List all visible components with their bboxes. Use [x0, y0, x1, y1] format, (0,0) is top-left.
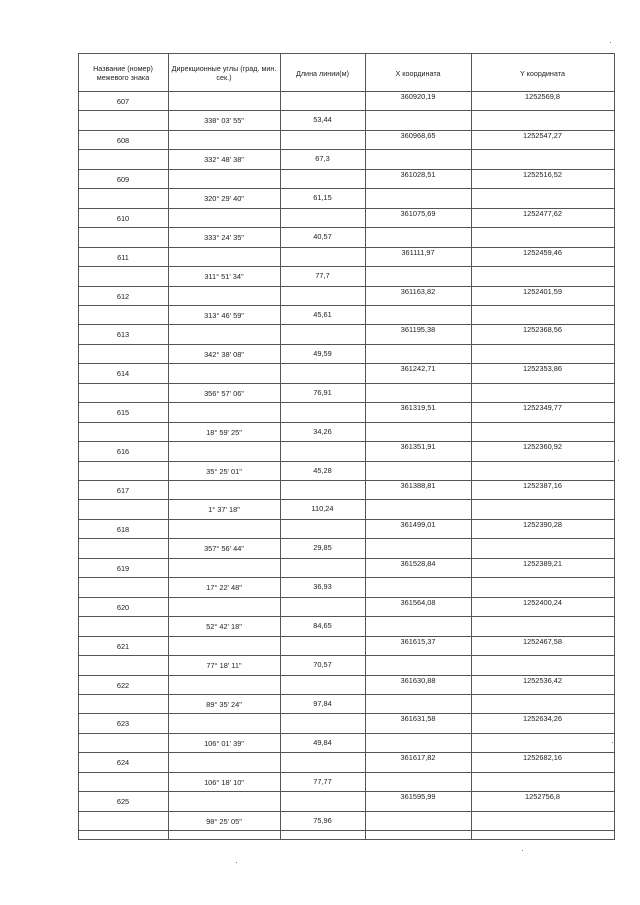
point-name: 609 [116, 174, 130, 184]
y-coordinate: 1252349,77 [522, 403, 563, 413]
x-coordinate: 361388,81 [400, 481, 436, 490]
table-row-line [78, 811, 614, 812]
table-row-line [78, 110, 614, 111]
point-name: 613 [116, 330, 130, 340]
scan-speck [522, 850, 523, 851]
point-name: 618 [116, 524, 130, 534]
y-coordinate: 1252368,56 [522, 325, 563, 335]
line-length: 53,44 [313, 115, 332, 125]
x-coordinate: 361075,69 [400, 208, 436, 218]
point-name: 607 [116, 97, 130, 106]
table-bottom-border [78, 839, 614, 840]
point-name: 620 [116, 602, 130, 612]
table-grid-line [280, 53, 281, 840]
point-name: 614 [116, 369, 130, 379]
direction-angle: 77° 18' 11" [206, 661, 242, 671]
line-length: 36,93 [313, 582, 332, 592]
table-row-line [78, 383, 614, 384]
y-coordinate: 1252459,46 [522, 247, 563, 257]
table-row-line [78, 577, 614, 578]
scan-speck [618, 460, 619, 461]
point-name: 610 [116, 213, 130, 223]
line-length: 110,24 [311, 504, 334, 514]
direction-angle: 18° 59' 25" [206, 427, 242, 437]
line-length: 67,3 [315, 154, 330, 164]
point-name: 616 [116, 447, 130, 457]
x-coordinate: 360920,19 [400, 92, 436, 101]
y-coordinate: 1252756,8 [525, 792, 560, 802]
direction-angle: 311° 51' 34" [204, 272, 244, 282]
header-x-coordinate: X координата [395, 68, 441, 78]
table-row-line [78, 616, 614, 617]
line-length: 49,59 [313, 348, 332, 358]
table-row-line [78, 227, 614, 228]
direction-angle: 98° 25' 05" [206, 816, 242, 826]
x-coordinate: 361028,51 [400, 169, 436, 179]
table-row-line [78, 422, 614, 423]
table-row-line [78, 499, 614, 500]
direction-angle: 357° 56' 44" [204, 544, 244, 554]
direction-angle: 52° 42' 18" [206, 622, 242, 632]
x-coordinate: 361564,08 [400, 597, 436, 607]
scan-speck [236, 862, 237, 863]
line-length: 75,96 [313, 815, 332, 825]
direction-angle: 338° 03' 55" [204, 116, 244, 126]
line-length: 70,57 [313, 660, 332, 670]
y-coordinate: 1252389,21 [522, 558, 563, 568]
point-name: 624 [116, 758, 130, 768]
y-coordinate: 1252390,28 [522, 519, 563, 529]
table-row-line [78, 149, 614, 150]
y-coordinate: 1252360,92 [522, 442, 563, 452]
table-row-line [78, 538, 614, 539]
direction-angle: 356° 57' 06" [204, 388, 244, 398]
header-line-length: Длина линии(м) [296, 68, 349, 78]
direction-angle: 320° 29' 40" [204, 194, 244, 204]
header-point-name: Название (номер) межевого знака [93, 64, 153, 82]
line-length: 77,77 [313, 776, 332, 786]
line-length: 40,57 [313, 232, 332, 242]
y-coordinate: 1252682,16 [522, 753, 563, 763]
y-coordinate: 1252547,27 [522, 130, 563, 140]
y-coordinate: 1252467,58 [522, 636, 563, 646]
direction-angle: 333° 24' 35" [204, 233, 244, 243]
y-coordinate: 1252516,52 [522, 169, 563, 179]
x-coordinate: 361351,91 [400, 442, 436, 452]
line-length: 97,84 [313, 698, 332, 708]
x-coordinate: 361242,71 [400, 364, 436, 374]
x-coordinate: 361319,51 [400, 403, 436, 413]
header-direction-angles: Дирекционные углы (град. мин. сек.) [171, 64, 277, 82]
direction-angle: 342° 38' 08" [204, 349, 244, 359]
x-coordinate: 361617,82 [400, 753, 436, 763]
x-coordinate: 361195,38 [400, 325, 436, 335]
direction-angle: 106° 18' 10" [204, 777, 244, 787]
point-name: 625 [116, 797, 130, 807]
point-name: 621 [116, 641, 130, 651]
table-row-line [78, 694, 614, 695]
line-length: 84,65 [313, 621, 332, 631]
point-name: 611 [117, 252, 129, 262]
y-coordinate: 1252477,62 [522, 208, 563, 218]
table-row-line [78, 772, 614, 773]
y-coordinate: 1252400,24 [522, 597, 563, 607]
direction-angle: 106° 01' 39" [204, 738, 244, 748]
direction-angle: 332° 48' 38" [204, 155, 244, 165]
header-y-coordinate: Y координата [520, 68, 565, 78]
line-length: 77,7 [315, 271, 330, 281]
table-row-line [78, 461, 614, 462]
line-length: 45,61 [313, 309, 332, 319]
line-length: 76,91 [313, 387, 332, 397]
y-coordinate: 1252401,59 [522, 286, 563, 296]
x-coordinate: 361111,97 [401, 247, 435, 257]
table-row-line [78, 305, 614, 306]
y-coordinate: 1252569,8 [525, 92, 560, 101]
y-coordinate: 1252634,26 [522, 714, 563, 724]
scan-speck [612, 742, 613, 743]
x-coordinate: 361631,58 [400, 714, 436, 724]
line-length: 61,15 [313, 193, 332, 203]
table-row-line [78, 266, 614, 267]
point-name: 619 [116, 563, 130, 573]
scan-speck [610, 42, 611, 43]
point-name: 623 [116, 719, 130, 729]
direction-angle: 313° 46' 59" [204, 310, 244, 320]
direction-angle: 35° 25' 01" [206, 466, 242, 476]
x-coordinate: 361595,99 [400, 792, 436, 802]
x-coordinate: 361499,01 [400, 519, 436, 529]
point-name: 622 [116, 680, 130, 690]
y-coordinate: 1252353,86 [522, 364, 563, 374]
x-coordinate: 361630,88 [400, 675, 436, 685]
y-coordinate: 1252387,16 [522, 481, 563, 490]
table-row-line [78, 188, 614, 189]
table-row-line [78, 733, 614, 734]
x-coordinate: 360968,65 [400, 130, 436, 140]
table-row-line [78, 344, 614, 345]
point-name: 617 [116, 486, 130, 495]
line-length: 45,28 [313, 465, 332, 475]
line-length: 29,85 [313, 543, 332, 553]
line-length: 49,84 [313, 737, 332, 747]
point-name: 615 [116, 408, 130, 418]
x-coordinate: 361528,84 [400, 558, 436, 568]
point-name: 608 [116, 135, 130, 145]
x-coordinate: 361615,37 [400, 636, 436, 646]
line-length: 34,26 [313, 426, 332, 436]
direction-angle: 89° 35' 24" [206, 699, 242, 709]
coordinate-table [78, 53, 614, 840]
table-row-line [78, 655, 614, 656]
x-coordinate: 361163,82 [400, 286, 436, 296]
table-top-border [78, 53, 614, 54]
direction-angle: 1° 37' 18" [208, 505, 240, 515]
point-name: 612 [116, 291, 130, 301]
table-row-line [78, 830, 614, 831]
y-coordinate: 1252536,42 [522, 675, 563, 685]
table-grid-line [168, 53, 169, 840]
direction-angle: 17° 22' 48" [206, 583, 242, 593]
